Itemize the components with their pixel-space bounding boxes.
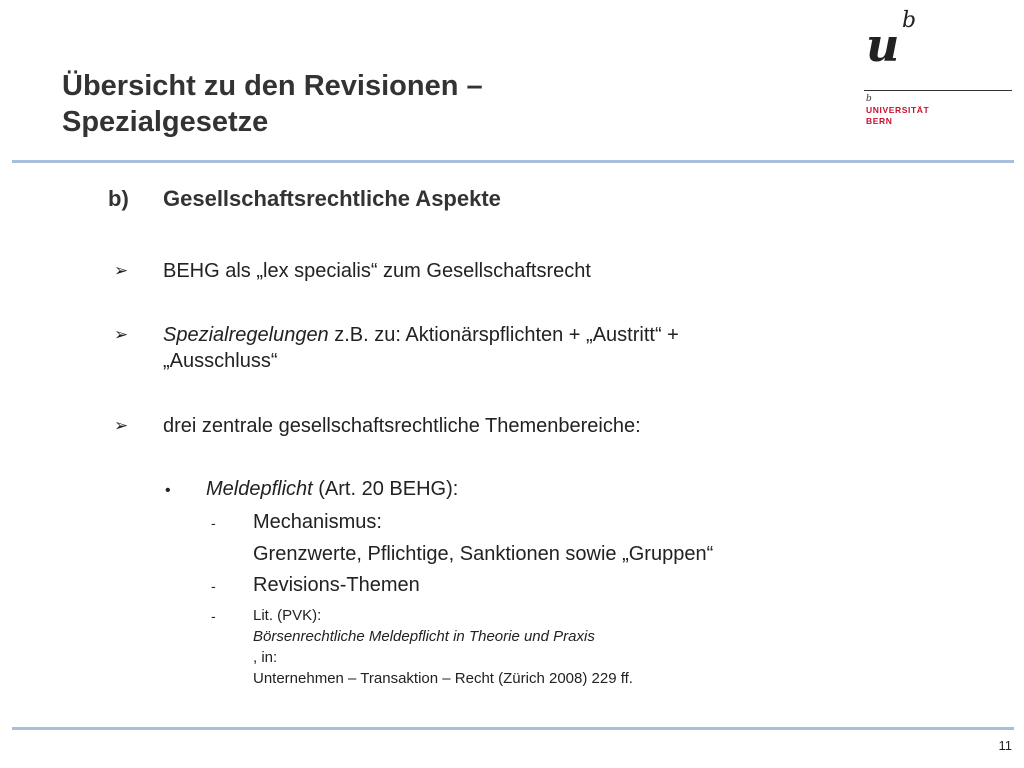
literature-prefix: Lit. (PVK): — [253, 607, 322, 624]
sub-item-meldepflicht — [206, 478, 458, 501]
section-heading — [108, 186, 501, 212]
sub-italic-term: Meldepflicht — [206, 478, 313, 500]
subsub-item-mechanismus: Mechanismus: — [253, 511, 382, 533]
bullet-text: z.B. zu: Aktionärspflichten + „Austritt“ + — [328, 324, 679, 346]
logo-line-universitaet: UNIVERSITÄT — [866, 105, 930, 115]
slide-title — [62, 68, 483, 140]
subsub-item-revisions-themen: Revisions-Themen — [253, 574, 420, 596]
literature-line-2: Unternehmen – Transaktion – Recht (Zürich 2008) 229 ff. — [253, 670, 633, 687]
dash-bullet-icon: - — [211, 608, 216, 624]
logo-wordmark — [866, 105, 929, 127]
literature-line-1 — [253, 605, 633, 668]
dash-bullet-icon: - — [211, 515, 216, 531]
bullet-italic-term: Spezialregelungen — [163, 324, 329, 346]
arrow-bullet-icon: ➢ — [114, 416, 129, 435]
bullet-text-continuation: „Ausschluss“ — [163, 350, 278, 372]
university-logo — [864, 8, 1016, 138]
literature-title: Börsenrechtliche Meldepflicht in Theorie und Praxis — [253, 628, 595, 645]
dot-bullet-icon: • — [165, 482, 171, 499]
header-divider — [12, 160, 1014, 163]
title-line-2: Spezialgesetze — [62, 106, 269, 138]
dash-bullet-icon: - — [211, 578, 216, 594]
logo-small-b: b — [866, 94, 872, 104]
arrow-bullet-icon: ➢ — [114, 325, 129, 344]
bullet-item-spezialregelungen — [163, 322, 679, 374]
title-line-1: Übersicht zu den Revisionen – — [62, 70, 483, 102]
subsub-item-literature — [253, 605, 633, 689]
footer-divider — [12, 727, 1014, 730]
sub-text: (Art. 20 BEHG): — [312, 478, 459, 500]
logo-line-bern: BERN — [866, 116, 893, 126]
subsub-item-mechanismus-detail: Grenzwerte, Pflichtige, Sanktionen sowie „Gruppen“ — [253, 543, 714, 565]
logo-rule — [864, 90, 1012, 91]
logo-mark-u: u — [866, 18, 900, 72]
section-title: Gesellschaftsrechtliche Aspekte — [163, 186, 501, 211]
bullet-item-behg: BEHG als „lex specialis“ zum Gesellschaftsrecht — [163, 260, 591, 282]
page-number: 11 — [998, 738, 1012, 753]
bullet-item-themenbereiche: drei zentrale gesellschaftsrechtliche Themenbereiche: — [163, 415, 641, 437]
section-marker: b) — [108, 186, 129, 211]
arrow-bullet-icon: ➢ — [114, 261, 129, 280]
logo-mark-b: b — [902, 8, 917, 33]
literature-suffix: , in: — [253, 649, 278, 666]
